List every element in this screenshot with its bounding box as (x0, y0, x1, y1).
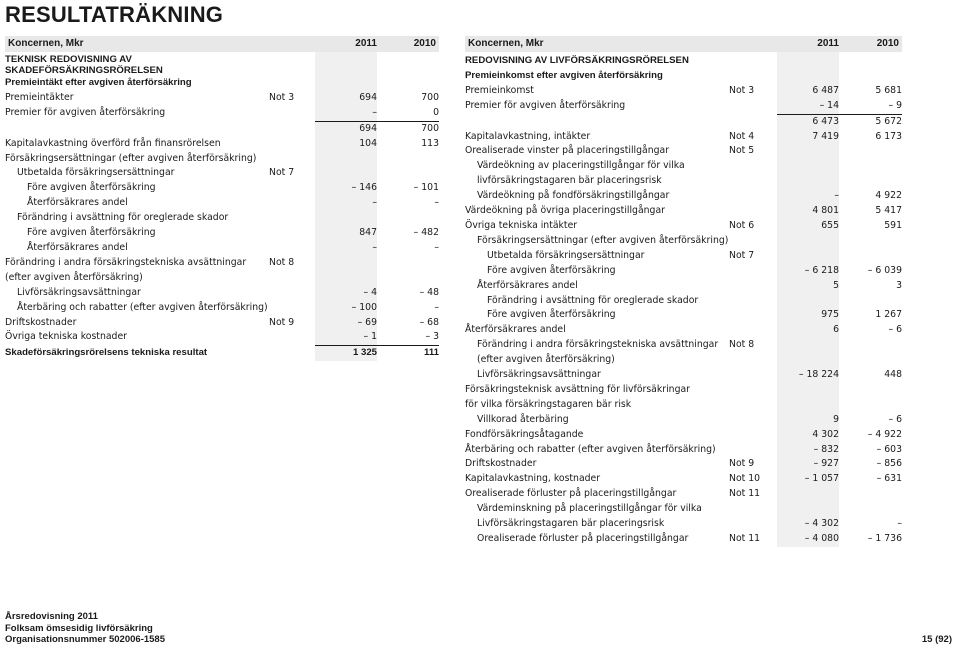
row-value-2011: 7 419 (777, 130, 839, 145)
table-row (465, 338, 902, 353)
row-note (727, 368, 777, 383)
header-year-2011: 2011 (777, 36, 839, 52)
row-value-2010: – 6 (888, 413, 902, 425)
row-note (267, 76, 315, 91)
table-row (465, 174, 902, 189)
row-value-2011 (777, 338, 839, 353)
row-note: Not 3 (269, 91, 295, 103)
row-value-2010: – 631 (876, 473, 902, 485)
table-row (5, 271, 439, 286)
row-value-2010: – 603 (876, 443, 902, 455)
row-note (727, 517, 777, 532)
table-row (5, 346, 439, 361)
row-note: Not 7 (269, 167, 295, 179)
table-row (465, 130, 902, 145)
table-row (465, 532, 902, 547)
row-value-2010: – 9 (839, 99, 902, 114)
table-row (5, 106, 439, 121)
row-value-2011 (777, 69, 839, 84)
row-value-2010: – 48 (419, 286, 439, 298)
row-value-2011 (777, 174, 839, 189)
row-value-2010: 5 681 (875, 84, 902, 96)
row-note (727, 159, 777, 174)
row-value-2011: 4 801 (777, 204, 839, 219)
row-label: Premieintäkt efter avgiven återförsäkring (5, 77, 192, 88)
row-note (727, 428, 777, 443)
row-value-2011: – 4 080 (777, 532, 839, 547)
row-label: Försäkringsteknisk avsättning för livförsäkringar (465, 383, 690, 395)
row-note (727, 264, 777, 279)
row-note: Not 7 (729, 249, 755, 261)
row-value-2011: – (777, 189, 839, 204)
row-label: Förändring i avsättning för oreglerade skador (17, 212, 229, 224)
row-value-2011 (315, 152, 377, 167)
row-note (727, 323, 777, 338)
row-value-2011 (777, 398, 839, 413)
row-value-2011 (315, 76, 377, 91)
row-label: Före avgiven återförsäkring (487, 309, 616, 321)
row-value-2011 (315, 211, 377, 226)
header-label: Koncernen, Mkr (465, 36, 727, 52)
row-label (5, 121, 267, 136)
row-value-2011: – 6 218 (777, 264, 839, 279)
table-row (5, 52, 439, 76)
header-note-col (727, 36, 777, 52)
row-note (727, 443, 777, 458)
header-year-2010: 2010 (377, 36, 439, 52)
row-value-2010 (377, 166, 439, 181)
row-value-2010: 4 922 (875, 190, 902, 202)
row-value-2010: – (434, 197, 439, 209)
row-note (267, 106, 315, 121)
row-label: Förändring i avsättning för oreglerade skador (487, 294, 699, 306)
row-value-2010: – 1 736 (867, 533, 902, 544)
row-value-2010: 700 (421, 91, 439, 103)
row-note: Not 9 (269, 316, 295, 328)
table-row (465, 144, 902, 159)
row-note (267, 121, 315, 136)
row-label: Övriga tekniska kostnader (5, 331, 127, 343)
table-row (465, 159, 902, 174)
row-value-2010: – 3 (377, 330, 439, 345)
row-value-2011: – 4 (315, 286, 377, 301)
row-note: Not 6 (729, 219, 755, 231)
table-row (465, 428, 902, 443)
row-note: Not 9 (729, 458, 755, 470)
row-value-2010: 3 (896, 279, 902, 291)
row-value-2010 (839, 353, 902, 368)
row-value-2010 (839, 294, 902, 309)
row-label: Skadeförsäkringsrörelsens tekniska resultat (5, 346, 208, 358)
table-row (465, 443, 902, 458)
row-note (267, 301, 315, 316)
table-row (465, 189, 902, 204)
row-label: Värdeökning på fondförsäkringstillgångar (477, 190, 670, 202)
row-label: Premieinkomst (465, 84, 534, 96)
row-value-2011: 655 (777, 219, 839, 234)
table-row (465, 219, 902, 234)
row-label: Övriga tekniska intäkter (465, 219, 578, 231)
row-label: Återförsäkrares andel (27, 197, 128, 209)
row-value-2011: – (315, 196, 377, 211)
row-value-2011 (777, 144, 839, 159)
row-note (727, 279, 777, 294)
row-note (727, 204, 777, 219)
page-title: RESULTATRÄKNING (5, 2, 224, 27)
row-value-2011: – 69 (315, 316, 377, 331)
row-label: Före avgiven återförsäkring (487, 264, 616, 276)
right-income-statement-table (465, 36, 902, 547)
row-label: REDOVISNING AV LIVFÖRSÄKRINGSRÖRELSEN (465, 55, 689, 66)
row-label: Kapitalavkastning, intäkter (465, 130, 591, 142)
table-row (465, 457, 902, 472)
table-row (5, 256, 439, 271)
row-value-2011 (777, 52, 839, 69)
table-row (5, 211, 439, 226)
row-label: Premier för avgiven återförsäkring (465, 99, 626, 111)
row-value-2011 (777, 159, 839, 174)
row-note: Not 11 (729, 533, 761, 544)
table-row (5, 196, 439, 211)
row-value-2011: – (315, 241, 377, 256)
row-note (267, 152, 315, 167)
row-value-2010: 113 (421, 137, 439, 149)
row-label: Villkorad återbäring (477, 413, 569, 425)
row-value-2011: 104 (315, 137, 377, 152)
row-value-2011: 9 (777, 413, 839, 428)
row-note (727, 52, 777, 69)
table-row (465, 234, 902, 249)
row-value-2011 (777, 294, 839, 309)
table-row (465, 294, 902, 309)
table-row (5, 76, 439, 91)
row-label: Livförsäkringsavsättningar (477, 369, 601, 381)
row-note (267, 137, 315, 152)
row-value-2011: – 100 (315, 301, 377, 316)
table-row (465, 383, 902, 398)
row-note (727, 502, 777, 517)
row-value-2010: 5 417 (875, 205, 902, 217)
row-label: Orealiserade vinster på placeringstillgångar (465, 145, 670, 157)
table-row (5, 241, 439, 256)
row-label: Förändring i andra försäkringstekniska avsättningar (477, 339, 719, 351)
page-number: 15 (92) (921, 634, 952, 645)
row-label: Förändring i andra försäkringstekniska avsättningar (5, 256, 247, 268)
header-note-col (267, 36, 315, 52)
row-value-2011: – 1 (315, 330, 377, 345)
row-value-2011: 694 (315, 91, 377, 106)
row-note: Not 10 (729, 473, 761, 485)
row-label: Kapitalavkastning överförd från finansrörelsen (5, 137, 221, 149)
row-value-2011: – 14 (777, 99, 839, 114)
row-label: TEKNISK REDOVISNING AV SKADEFÖRSÄKRINGSRÖRELSEN (5, 54, 163, 76)
row-value-2011 (315, 256, 377, 271)
row-label: Värdeökning på övriga placeringstillgångar (465, 205, 665, 217)
row-note (267, 181, 315, 196)
table-row (465, 368, 902, 383)
row-note (727, 413, 777, 428)
row-value-2010: – 6 039 (867, 264, 902, 276)
row-label: Livförsäkringsavsättningar (17, 286, 141, 298)
row-value-2011: 1 325 (315, 346, 377, 361)
footer-annual-report: Årsredovisning 2011 (5, 611, 98, 622)
row-value-2011 (315, 166, 377, 181)
row-value-2011 (315, 271, 377, 286)
row-value-2010 (377, 152, 439, 167)
row-label: Premier för avgiven återförsäkring (5, 106, 166, 118)
left-income-statement-table (5, 36, 439, 361)
row-note: Not 8 (729, 339, 755, 351)
table-row (5, 226, 439, 241)
row-label: Värdeminskning på placeringstillgångar för vilka (477, 503, 702, 515)
row-label: Livförsäkringstagaren bär placeringsrisk (477, 518, 665, 530)
row-label: Före avgiven återförsäkring (27, 182, 156, 194)
header-label: Koncernen, Mkr (5, 36, 267, 52)
row-value-2010 (839, 487, 902, 502)
row-value-2010: 591 (884, 219, 902, 231)
table-row (465, 99, 902, 114)
row-label: livförsäkringstagaren bär placeringsrisk (477, 175, 662, 187)
table-row (465, 249, 902, 264)
row-note (267, 241, 315, 256)
row-value-2010: 0 (377, 106, 439, 121)
table-row (465, 487, 902, 502)
row-value-2011 (777, 353, 839, 368)
table-row (5, 316, 439, 331)
row-value-2010: 700 (421, 122, 439, 134)
row-value-2010: 5 672 (875, 115, 902, 127)
row-value-2010: – 4 922 (867, 428, 902, 440)
row-note (267, 52, 315, 76)
row-note (727, 114, 777, 129)
row-value-2011: – 927 (777, 457, 839, 472)
table-header-row (5, 36, 439, 52)
row-note (727, 189, 777, 204)
header-year-2011: 2011 (315, 36, 377, 52)
table-row (465, 353, 902, 368)
row-value-2010 (839, 383, 902, 398)
row-value-2010: – (897, 518, 902, 530)
row-value-2011: 847 (315, 226, 377, 241)
table-row (465, 308, 902, 323)
row-label: Återförsäkrares andel (465, 324, 566, 336)
table-row (465, 413, 902, 428)
row-value-2011: 6 473 (777, 114, 839, 129)
row-value-2010: 448 (884, 369, 902, 381)
table-row (5, 91, 439, 106)
row-value-2010 (839, 502, 902, 517)
row-note (267, 226, 315, 241)
row-note (267, 330, 315, 345)
table-header-row (465, 36, 902, 52)
table-row (465, 323, 902, 338)
row-value-2011 (777, 383, 839, 398)
footer-company-name: Folksam ömsesidig livförsäkring (5, 622, 153, 634)
table-row (5, 121, 439, 136)
row-value-2010 (839, 52, 902, 69)
row-note (727, 383, 777, 398)
row-value-2010: 1 267 (875, 309, 902, 321)
row-label: Värdeökning av placeringstillgångar för vilka (477, 160, 685, 172)
row-note (267, 196, 315, 211)
footer (5, 611, 165, 646)
row-label: Orealiserade förluster på placeringstillgångar (477, 533, 689, 544)
table-row (5, 152, 439, 167)
row-value-2010 (839, 69, 902, 84)
row-value-2011 (777, 234, 839, 249)
table-row (5, 301, 439, 316)
row-note (267, 271, 315, 286)
row-label: Utbetalda försäkringsersättningar (17, 167, 175, 179)
table-row (5, 286, 439, 301)
row-note: Not 8 (269, 256, 295, 268)
table-row (465, 264, 902, 279)
row-value-2011: – 1 057 (777, 472, 839, 487)
row-value-2011: – 832 (777, 443, 839, 458)
table-row (5, 181, 439, 196)
row-value-2011: 975 (777, 308, 839, 323)
row-note: Not 11 (729, 488, 761, 500)
row-note (727, 174, 777, 189)
row-note (727, 234, 777, 249)
row-value-2010 (377, 271, 439, 286)
row-value-2010: – 68 (419, 316, 439, 328)
row-label: Försäkringsersättningar (efter avgiven återförsäkring) (5, 152, 257, 164)
row-note (267, 286, 315, 301)
row-note: Not 5 (729, 145, 755, 157)
table-row (465, 204, 902, 219)
table-row (465, 69, 902, 84)
row-value-2011: 6 487 (777, 84, 839, 99)
row-label: Premieintäkter (5, 91, 74, 103)
row-note (727, 69, 777, 84)
table-row (465, 114, 902, 129)
row-label: Försäkringsersättningar (efter avgiven återförsäkring) (477, 234, 729, 246)
row-value-2010: – 6 (888, 324, 902, 336)
row-label: (efter avgiven återförsäkring) (477, 354, 615, 366)
row-label: Återförsäkrares andel (27, 241, 128, 253)
row-value-2010 (839, 144, 902, 159)
row-label: Utbetalda försäkringsersättningar (487, 249, 645, 261)
row-value-2010: 111 (424, 347, 439, 359)
row-value-2010 (377, 52, 439, 76)
row-label: Driftskostnader (465, 458, 537, 470)
row-note (727, 353, 777, 368)
row-label: Återbäring och rabatter (efter avgiven återförsäkring) (465, 443, 716, 455)
table-row (465, 279, 902, 294)
row-value-2010 (377, 211, 439, 226)
footer-org-number: Organisationsnummer 502006-1585 (5, 634, 165, 645)
row-value-2011: 6 (777, 323, 839, 338)
row-value-2010 (839, 234, 902, 249)
table-row (5, 330, 439, 345)
row-label: för vilka försäkringstagaren bär risk (465, 398, 632, 410)
table-row (465, 502, 902, 517)
row-value-2011: 5 (777, 279, 839, 294)
row-label: Driftskostnader (5, 316, 77, 328)
row-value-2010: – 101 (413, 182, 439, 194)
table-row (465, 84, 902, 99)
row-value-2010 (377, 76, 439, 91)
row-value-2011: – (315, 106, 377, 121)
row-label: (efter avgiven återförsäkring) (5, 271, 143, 283)
row-value-2010 (839, 174, 902, 189)
row-value-2010: – (434, 241, 439, 253)
row-note (727, 398, 777, 413)
row-note: Not 4 (729, 130, 755, 142)
row-note (727, 99, 777, 114)
row-note: Not 3 (729, 84, 755, 96)
row-label: Premieinkomst efter avgiven återförsäkring (465, 69, 663, 81)
row-value-2011: 4 302 (777, 428, 839, 443)
table-row (465, 398, 902, 413)
table-row (465, 52, 902, 69)
row-value-2011 (777, 502, 839, 517)
row-note (727, 308, 777, 323)
row-label (465, 114, 727, 129)
row-label: Före avgiven återförsäkring (27, 227, 156, 239)
row-value-2010: – 482 (413, 227, 439, 239)
row-value-2010 (377, 256, 439, 271)
row-label: Återförsäkrares andel (477, 279, 578, 291)
row-value-2011: – 18 224 (777, 368, 839, 383)
row-label: Orealiserade förluster på placeringstillgångar (465, 488, 677, 500)
row-label: Fondförsäkringsåtagande (465, 428, 584, 440)
row-value-2010: – 856 (876, 458, 902, 470)
row-label: Kapitalavkastning, kostnader (465, 473, 601, 485)
row-note (267, 211, 315, 226)
row-value-2011: – 146 (315, 181, 377, 196)
header-year-2010: 2010 (839, 36, 902, 52)
row-value-2011 (777, 487, 839, 502)
row-value-2010 (839, 398, 902, 413)
row-value-2010: 6 173 (875, 130, 902, 142)
row-value-2011: 694 (315, 121, 377, 136)
row-value-2010 (839, 249, 902, 264)
table-row (5, 166, 439, 181)
table-row (5, 137, 439, 152)
table-row (465, 472, 902, 487)
row-note (267, 346, 315, 361)
row-value-2010 (839, 159, 902, 174)
row-value-2010: – (434, 301, 439, 313)
row-value-2011 (315, 52, 377, 76)
row-label: Återbäring och rabatter (efter avgiven återförsäkring) (17, 301, 268, 313)
row-value-2011: – 4 302 (777, 517, 839, 532)
row-value-2011 (777, 249, 839, 264)
row-value-2010 (839, 338, 902, 353)
table-row (465, 517, 902, 532)
row-note (727, 294, 777, 309)
